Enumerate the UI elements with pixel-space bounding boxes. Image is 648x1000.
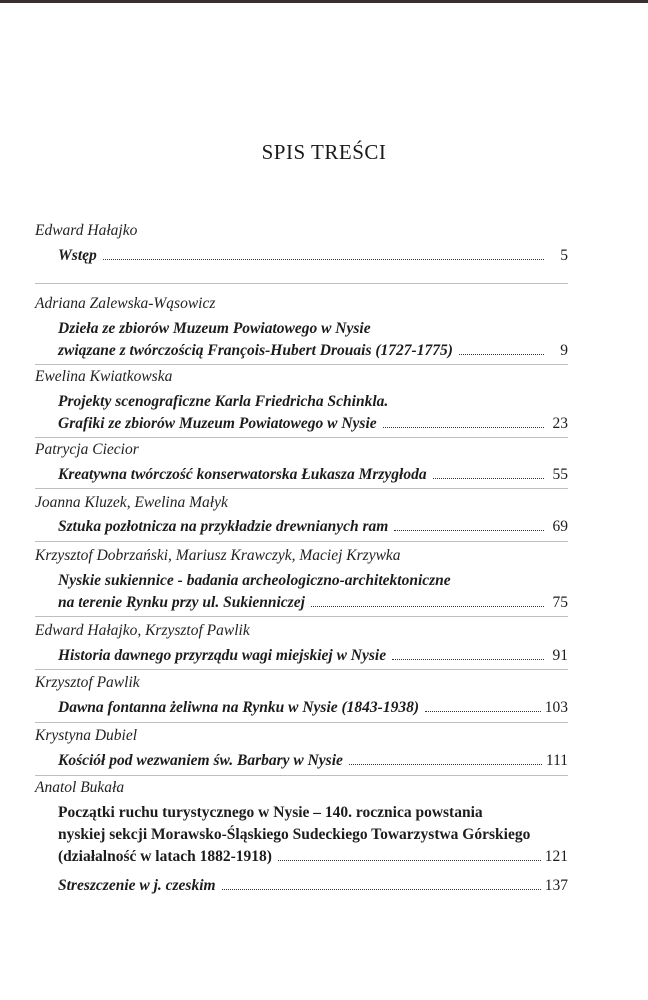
toc-entry-title[interactable] — [58, 699, 568, 717]
toc-author: Adriana Zalewska-Wąsowicz — [35, 295, 216, 312]
entry-divider — [35, 722, 568, 723]
toc-entry-title[interactable] — [58, 848, 568, 866]
toc-title-text: Wstęp — [58, 247, 97, 264]
entry-divider — [35, 364, 568, 365]
toc-author: Joanna Kluzek, Ewelina Małyk — [35, 494, 228, 511]
toc-entry-title[interactable] — [58, 572, 568, 590]
toc-entry-title[interactable] — [58, 415, 568, 433]
toc-title-text: Dzieła ze zbiorów Muzeum Powiatowego w Nysie — [58, 320, 371, 337]
toc-title-text: Kreatywna twórczość konserwatorska Łukasza Mrzygłoda — [58, 466, 427, 483]
toc-entry-title[interactable] — [58, 466, 568, 484]
toc-author: Anatol Bukała — [35, 779, 125, 796]
dot-leader — [311, 606, 544, 607]
toc-page-number: 121 — [544, 848, 568, 865]
toc-title-text: Streszczenie w j. czeskim — [58, 877, 216, 894]
toc-title-text: Sztuka pozłotnicza na przykładzie drewnianych ram — [58, 518, 389, 535]
toc-page-number: 23 — [552, 415, 568, 432]
dot-leader — [349, 764, 542, 765]
toc-page-number: 111 — [545, 752, 568, 769]
dot-leader — [459, 354, 544, 355]
entry-divider — [35, 437, 568, 438]
toc-entry-title[interactable] — [58, 342, 568, 360]
dot-leader — [103, 259, 544, 260]
toc-author: Ewelina Kwiatkowska — [35, 368, 173, 385]
toc-author: Edward Hałajko, Krzysztof Pawlik — [35, 622, 250, 639]
dot-leader — [222, 889, 541, 890]
toc-title-text: Kościół pod wezwaniem św. Barbary w Nysie — [58, 752, 343, 769]
toc-title-text: (działalność w latach 1882-1918) — [58, 848, 272, 865]
toc-entry-title[interactable] — [58, 826, 568, 844]
toc-author: Patrycja Ciecior — [35, 441, 139, 458]
toc-author: Edward Hałajko — [35, 222, 138, 239]
toc-page-number: 137 — [544, 877, 568, 894]
toc-author: Krystyna Dubiel — [35, 727, 138, 744]
entry-divider — [35, 669, 568, 670]
page-top-rule — [0, 0, 648, 3]
toc-page-number: 75 — [552, 594, 568, 611]
toc-title-text: Nyskie sukiennice - badania archeologiczno-architektoniczne — [58, 572, 451, 589]
toc-author: Krzysztof Dobrzański, Mariusz Krawczyk, Maciej Krzywka — [35, 547, 401, 564]
toc-title-text: Grafiki ze zbiorów Muzeum Powiatowego w Nysie — [58, 415, 377, 432]
entry-divider — [35, 488, 568, 489]
toc-title-text: nyskiej sekcji Morawsko-Śląskiego Sudeckiego Towarzystwa Górskiego — [58, 826, 531, 843]
toc-page-number: 91 — [552, 647, 568, 664]
toc-page-number: 55 — [552, 466, 568, 483]
toc-title-text: Historia dawnego przyrządu wagi miejskiej w Nysie — [58, 647, 387, 664]
dot-leader — [425, 711, 541, 712]
page-title: SPIS TREŚCI — [261, 140, 387, 164]
toc-author: Krzysztof Pawlik — [35, 674, 140, 691]
entry-divider — [35, 775, 568, 776]
entry-divider — [35, 541, 568, 542]
dot-leader — [433, 478, 544, 479]
toc-entry-title[interactable] — [58, 594, 568, 612]
toc-title-text: na terenie Rynku przy ul. Sukienniczej — [58, 594, 305, 611]
dot-leader — [392, 659, 544, 660]
dot-leader — [394, 530, 544, 531]
toc-page-number: 5 — [560, 247, 568, 264]
toc-entry-title[interactable] — [58, 804, 568, 822]
toc-entry-title[interactable] — [58, 393, 568, 411]
toc-page-number: 69 — [552, 518, 568, 535]
toc-entry-title[interactable] — [58, 320, 568, 338]
entry-divider — [35, 283, 568, 284]
toc-page-number: 103 — [544, 699, 568, 716]
toc-entry-title[interactable] — [58, 877, 568, 895]
entry-divider — [35, 616, 568, 617]
toc-entry-title[interactable] — [58, 752, 568, 770]
toc-title-text: związane z twórczością François-Hubert Drouais (1727-1775) — [58, 342, 453, 359]
dot-leader — [383, 427, 544, 428]
toc-page-number: 9 — [560, 342, 568, 359]
dot-leader — [278, 860, 541, 861]
toc-title-text: Projekty scenograficzne Karla Friedricha Schinkla. — [58, 393, 389, 410]
toc-title-text: Dawna fontanna żeliwna na Rynku w Nysie (1843-1938) — [58, 699, 420, 716]
toc-entry-title[interactable] — [58, 518, 568, 536]
toc-entry-title[interactable] — [58, 647, 568, 665]
toc-title-text: Początki ruchu turystycznego w Nysie – 140. rocznica powstania — [58, 804, 483, 821]
toc-entry-title[interactable] — [58, 247, 568, 265]
